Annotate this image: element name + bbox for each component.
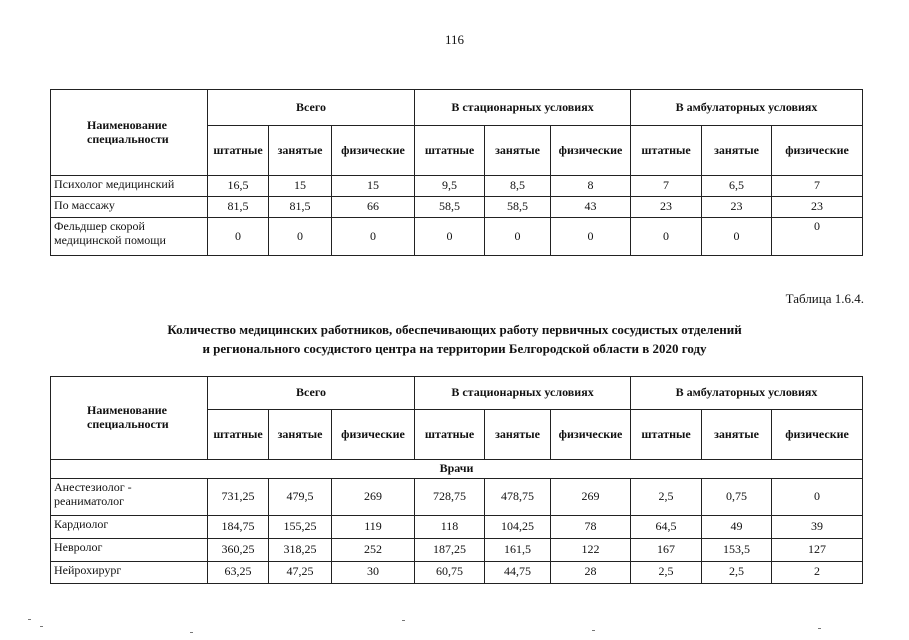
cell: 104,25 bbox=[485, 515, 551, 538]
cell: 43 bbox=[551, 197, 631, 218]
cell: 0 bbox=[772, 478, 863, 515]
cell: 119 bbox=[332, 515, 415, 538]
table-title-line1: Количество медицинских работников, обеспечивающих работу первичных сосудистых отделений bbox=[167, 322, 742, 337]
cell: 252 bbox=[332, 538, 415, 561]
table-title-line2: и регионального сосудистого центра на территории Белгородской области в 2020 году bbox=[202, 340, 707, 356]
row-name: Психолог медицинский bbox=[51, 176, 208, 197]
table-row bbox=[51, 478, 863, 515]
table-row bbox=[51, 176, 863, 197]
subcol-header: физические bbox=[772, 410, 863, 460]
cell: 0 bbox=[485, 218, 551, 256]
scan-speck bbox=[402, 620, 405, 621]
header-group-row bbox=[51, 90, 863, 126]
group-header-outpatient: В амбулаторных условиях bbox=[631, 377, 863, 410]
cell: 122 bbox=[551, 538, 631, 561]
cell: 23 bbox=[631, 197, 702, 218]
cell: 0 bbox=[332, 218, 415, 256]
table-row bbox=[51, 515, 863, 538]
subcol-header: штатные bbox=[208, 410, 269, 460]
cell: 478,75 bbox=[485, 478, 551, 515]
cell: 66 bbox=[332, 197, 415, 218]
subcol-header: физические bbox=[551, 410, 631, 460]
cell: 0 bbox=[551, 218, 631, 256]
table-row bbox=[51, 561, 863, 583]
cell: 479,5 bbox=[269, 478, 332, 515]
cell: 2,5 bbox=[702, 561, 772, 583]
cell: 7 bbox=[631, 176, 702, 197]
cell: 731,25 bbox=[208, 478, 269, 515]
cell: 118 bbox=[415, 515, 485, 538]
group-header-total: Всего bbox=[208, 90, 415, 126]
row-name: Фельдшер скорой медицинской помощи bbox=[51, 218, 208, 256]
cell: 2,5 bbox=[631, 478, 702, 515]
page-number: 116 bbox=[444, 32, 465, 47]
group-header-inpatient: В стационарных условиях bbox=[415, 377, 631, 410]
scan-speck bbox=[818, 628, 821, 629]
cell: 15 bbox=[269, 176, 332, 197]
cell: 0 bbox=[631, 218, 702, 256]
cell: 184,75 bbox=[208, 515, 269, 538]
cell: 155,25 bbox=[269, 515, 332, 538]
section-title: Врачи bbox=[51, 460, 863, 479]
cell: 44,75 bbox=[485, 561, 551, 583]
cell: 8,5 bbox=[485, 176, 551, 197]
cell: 9,5 bbox=[415, 176, 485, 197]
cell: 78 bbox=[551, 515, 631, 538]
cell: 47,25 bbox=[269, 561, 332, 583]
table-label: Таблица 1.6.4. bbox=[785, 291, 864, 306]
cell: 153,5 bbox=[702, 538, 772, 561]
scan-speck bbox=[190, 632, 193, 633]
cell: 15 bbox=[332, 176, 415, 197]
cell: 8 bbox=[551, 176, 631, 197]
vascular-centers-staff-table bbox=[50, 376, 863, 584]
subcol-header: физические bbox=[332, 126, 415, 176]
specialty-header: Наименование специальности bbox=[51, 377, 208, 460]
staff-table-continued bbox=[50, 89, 863, 256]
subcol-header: штатные bbox=[415, 410, 485, 460]
subcol-header: штатные bbox=[631, 410, 702, 460]
cell: 23 bbox=[772, 197, 863, 218]
cell: 0 bbox=[269, 218, 332, 256]
cell: 7 bbox=[772, 176, 863, 197]
row-name: Невролог bbox=[51, 538, 208, 561]
cell: 187,25 bbox=[415, 538, 485, 561]
subcol-header: физические bbox=[551, 126, 631, 176]
cell: 81,5 bbox=[269, 197, 332, 218]
subcol-header: занятые bbox=[702, 410, 772, 460]
row-name: Анестезиолог - реаниматолог bbox=[51, 478, 208, 515]
cell: 2,5 bbox=[631, 561, 702, 583]
subcol-header: занятые bbox=[485, 126, 551, 176]
cell: 81,5 bbox=[208, 197, 269, 218]
table-row bbox=[51, 218, 863, 256]
header-group-row bbox=[51, 377, 863, 410]
subcol-header: занятые bbox=[485, 410, 551, 460]
subcol-header: штатные bbox=[631, 126, 702, 176]
cell: 167 bbox=[631, 538, 702, 561]
subcol-header: физические bbox=[332, 410, 415, 460]
group-header-outpatient: В амбулаторных условиях bbox=[631, 90, 863, 126]
specialty-header: Наименование специальности bbox=[51, 90, 208, 176]
table-row bbox=[51, 197, 863, 218]
cell: 64,5 bbox=[631, 515, 702, 538]
cell: 16,5 bbox=[208, 176, 269, 197]
cell: 49 bbox=[702, 515, 772, 538]
cell: 161,5 bbox=[485, 538, 551, 561]
row-name: Кардиолог bbox=[51, 515, 208, 538]
cell: 360,25 bbox=[208, 538, 269, 561]
cell: 269 bbox=[332, 478, 415, 515]
cell: 28 bbox=[551, 561, 631, 583]
cell: 0 bbox=[415, 218, 485, 256]
scan-speck bbox=[40, 626, 43, 627]
cell: 2 bbox=[772, 561, 863, 583]
scan-speck bbox=[28, 619, 31, 620]
table-title bbox=[0, 321, 909, 359]
group-header-inpatient: В стационарных условиях bbox=[415, 90, 631, 126]
cell: 23 bbox=[702, 197, 772, 218]
row-name: Нейрохирург bbox=[51, 561, 208, 583]
group-header-total: Всего bbox=[208, 377, 415, 410]
subcol-header: штатные bbox=[415, 126, 485, 176]
cell: 63,25 bbox=[208, 561, 269, 583]
subcol-header: физические bbox=[772, 126, 863, 176]
subcol-header: занятые bbox=[269, 126, 332, 176]
cell: 58,5 bbox=[485, 197, 551, 218]
cell: 0 bbox=[702, 218, 772, 256]
cell: 0 bbox=[772, 218, 863, 256]
cell: 318,25 bbox=[269, 538, 332, 561]
subcol-header: штатные bbox=[208, 126, 269, 176]
cell: 728,75 bbox=[415, 478, 485, 515]
row-name: По массажу bbox=[51, 197, 208, 218]
cell: 60,75 bbox=[415, 561, 485, 583]
subcol-header: занятые bbox=[702, 126, 772, 176]
subcol-header: занятые bbox=[269, 410, 332, 460]
cell: 269 bbox=[551, 478, 631, 515]
cell: 0 bbox=[208, 218, 269, 256]
table-row bbox=[51, 538, 863, 561]
cell: 30 bbox=[332, 561, 415, 583]
cell: 58,5 bbox=[415, 197, 485, 218]
cell: 0,75 bbox=[702, 478, 772, 515]
cell: 6,5 bbox=[702, 176, 772, 197]
section-row bbox=[51, 460, 863, 479]
cell: 39 bbox=[772, 515, 863, 538]
scan-speck bbox=[592, 630, 595, 631]
cell: 127 bbox=[772, 538, 863, 561]
